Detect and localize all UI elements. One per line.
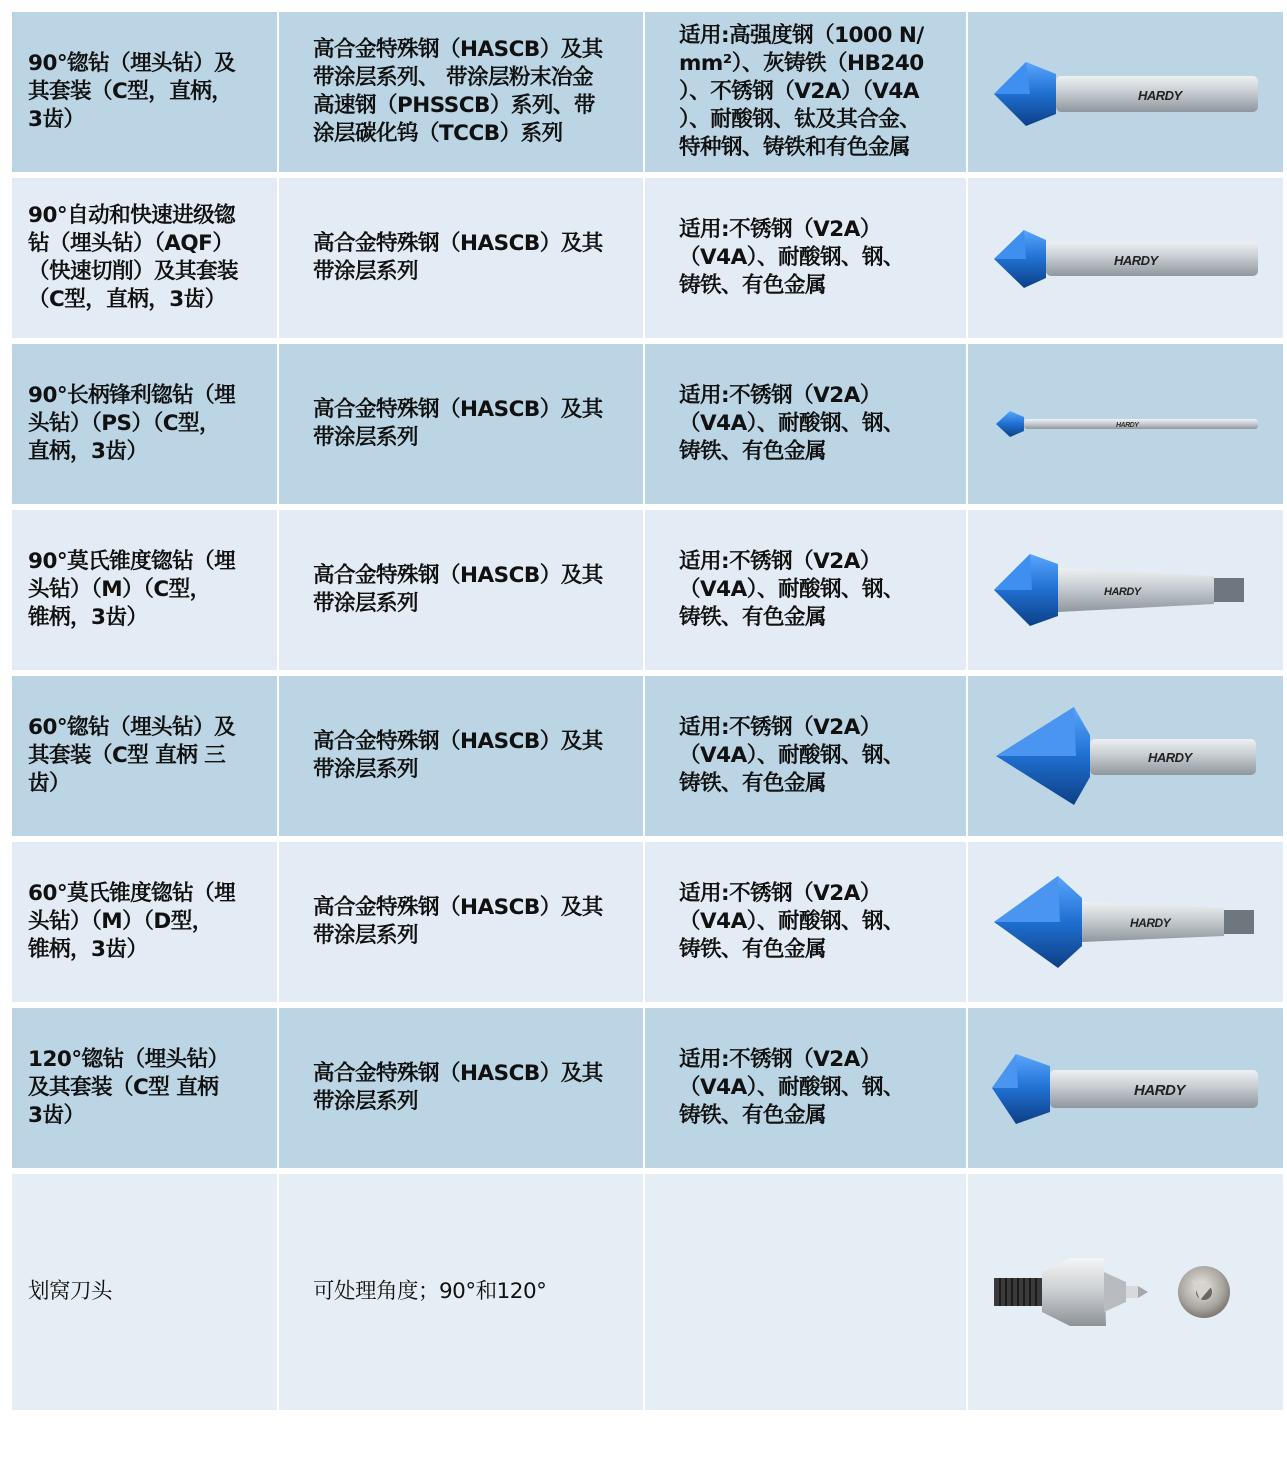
material-cell bbox=[279, 344, 643, 504]
product-name-cell bbox=[12, 842, 277, 1002]
product-name: 90°锪钻（埋头钻）及 其套装（C型，直柄， 3齿） bbox=[28, 51, 236, 132]
product-name-cell bbox=[12, 12, 277, 172]
application-text: 适用:不锈钢（V2A） （V4A）、耐酸钢、钢、 铸铁、有色金属 bbox=[679, 217, 904, 298]
product-name-cell bbox=[12, 178, 277, 338]
product-name: 划窝刀头 bbox=[28, 1279, 113, 1304]
countersink-90-aqf-icon bbox=[986, 218, 1266, 298]
countersink-120-straight-shank-icon bbox=[986, 1048, 1266, 1128]
brand-mark: HARDY bbox=[1133, 1082, 1185, 1099]
scribing-cutter-head-icon bbox=[986, 1242, 1266, 1342]
product-name-cell bbox=[12, 1174, 277, 1410]
application-cell bbox=[645, 178, 966, 338]
application-text: 适用:不锈钢（V2A） （V4A）、耐酸钢、钢、 铸铁、有色金属 bbox=[679, 549, 904, 630]
product-name: 60°锪钻（埋头钻）及 其套装（C型 直柄 三 齿） bbox=[28, 715, 236, 796]
material-text: 高合金特殊钢（HASCB）及其 带涂层系列 bbox=[313, 895, 603, 948]
application-cell bbox=[645, 1008, 966, 1168]
countersink-90-long-shank-icon bbox=[986, 384, 1266, 464]
application-cell bbox=[645, 510, 966, 670]
application-cell bbox=[645, 1174, 966, 1410]
application-text: 适用:不锈钢（V2A） （V4A）、耐酸钢、钢、 铸铁、有色金属 bbox=[679, 383, 904, 464]
product-image-cell bbox=[968, 1174, 1283, 1410]
product-name: 90°长柄锋利锪钻（埋 头钻）（PS）（C型， 直柄，3齿） bbox=[28, 383, 236, 464]
material-text: 高合金特殊钢（HASCB）及其 带涂层系列 bbox=[313, 1061, 603, 1114]
material-cell bbox=[279, 1174, 643, 1410]
product-image-cell bbox=[968, 344, 1283, 504]
product-image-cell bbox=[968, 842, 1283, 1002]
product-name: 60°莫氏锥度锪钻（埋 头钻）（M）（D型， 锥柄，3齿） bbox=[28, 881, 236, 962]
product-image-cell bbox=[968, 676, 1283, 836]
product-name-cell bbox=[12, 1008, 277, 1168]
brand-mark: HARDY bbox=[1113, 253, 1158, 268]
product-image-cell bbox=[968, 1008, 1283, 1168]
brand-mark: HARDY bbox=[1115, 422, 1138, 429]
material-cell bbox=[279, 1008, 643, 1168]
material-cell bbox=[279, 842, 643, 1002]
material-text: 高合金特殊钢（HASCB）及其 带涂层系列 bbox=[313, 231, 603, 284]
product-image-cell bbox=[968, 510, 1283, 670]
brand-mark: HARDY bbox=[1137, 88, 1182, 103]
countersink-60-straight-shank-icon bbox=[986, 701, 1266, 811]
product-table bbox=[12, 12, 1283, 1410]
material-text: 高合金特殊钢（HASCB）及其 带涂层系列 bbox=[313, 729, 603, 782]
product-image-cell bbox=[968, 178, 1283, 338]
material-text: 可处理角度；90°和120° bbox=[313, 1279, 547, 1304]
material-cell bbox=[279, 178, 643, 338]
countersink-90-straight-shank-icon bbox=[986, 52, 1266, 132]
application-text: 适用:高强度钢（1000 N/ mm²）、灰铸铁（HB240 ）、不锈钢（V2A）（V4A ）、耐酸钢、钛及其合金、 特种钢、铸铁和有色金属 bbox=[679, 23, 924, 160]
product-name-cell bbox=[12, 344, 277, 504]
brand-mark: HARDY bbox=[1103, 586, 1141, 598]
material-text: 高合金特殊钢（HASCB）及其 带涂层系列、 带涂层粉末冶金 高速钢（PHSSCB）系列、带 涂层碳化钨（TCCB）系列 bbox=[313, 37, 603, 146]
product-name: 120°锪钻（埋头钻） 及其套装（C型 直柄 3齿） bbox=[28, 1047, 229, 1128]
product-name-cell bbox=[12, 510, 277, 670]
application-cell bbox=[645, 842, 966, 1002]
product-name: 90°莫氏锥度锪钻（埋 头钻）（M）（C型， 锥柄，3齿） bbox=[28, 549, 236, 630]
material-cell bbox=[279, 510, 643, 670]
material-cell bbox=[279, 676, 643, 836]
application-cell bbox=[645, 676, 966, 836]
application-cell bbox=[645, 344, 966, 504]
application-text: 适用:不锈钢（V2A） （V4A）、耐酸钢、钢、 铸铁、有色金属 bbox=[679, 715, 904, 796]
material-text: 高合金特殊钢（HASCB）及其 带涂层系列 bbox=[313, 397, 603, 450]
material-cell bbox=[279, 12, 643, 172]
material-text: 高合金特殊钢（HASCB）及其 带涂层系列 bbox=[313, 563, 603, 616]
countersink-90-morse-taper-icon bbox=[986, 540, 1266, 640]
brand-mark: HARDY bbox=[1129, 916, 1170, 930]
countersink-60-morse-taper-icon bbox=[986, 872, 1266, 972]
application-text: 适用:不锈钢（V2A） （V4A）、耐酸钢、钢、 铸铁、有色金属 bbox=[679, 881, 904, 962]
brand-mark: HARDY bbox=[1147, 750, 1192, 765]
application-text: 适用:不锈钢（V2A） （V4A）、耐酸钢、钢、 铸铁、有色金属 bbox=[679, 1047, 904, 1128]
product-image-cell bbox=[968, 12, 1283, 172]
application-cell bbox=[645, 12, 966, 172]
product-name: 90°自动和快速进级锪 钻（埋头钻）（AQF） （快速切削）及其套装 （C型，直柄，3齿） bbox=[28, 203, 239, 312]
product-name-cell bbox=[12, 676, 277, 836]
